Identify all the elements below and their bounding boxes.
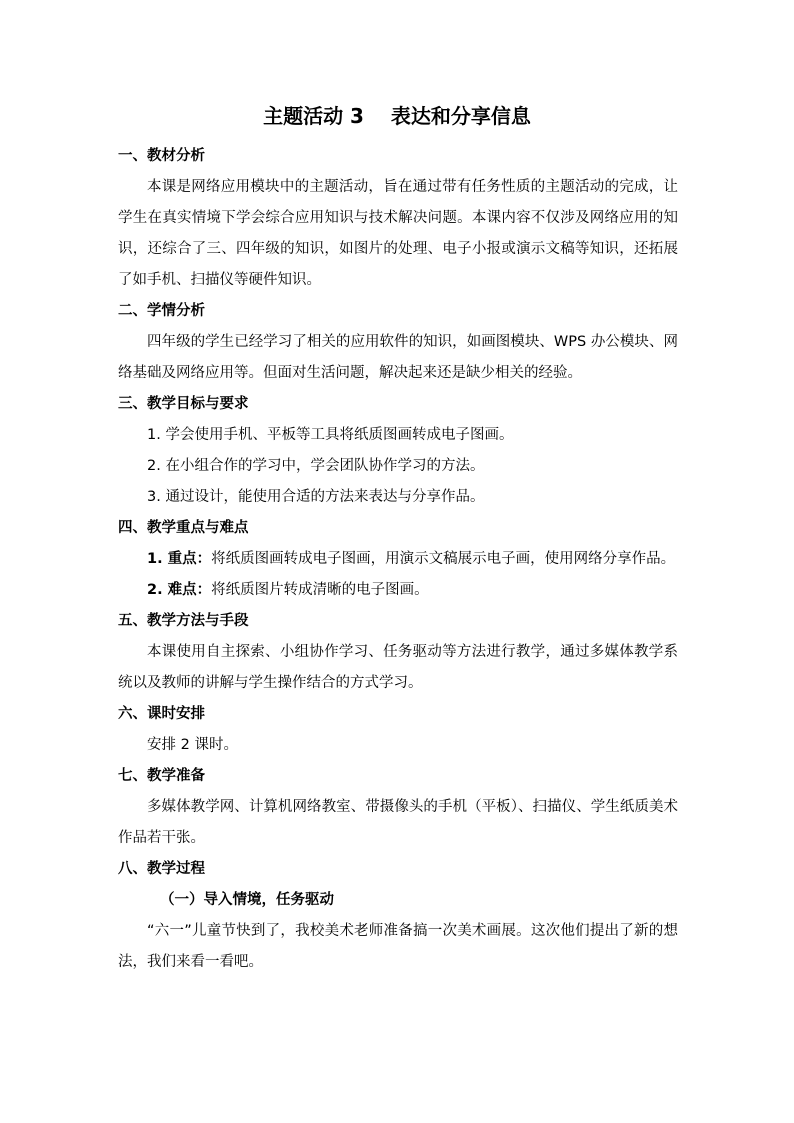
section-heading-student-analysis: 二、学情分析	[118, 303, 205, 319]
section-heading-preparation: 七、教学准备	[118, 768, 205, 784]
paragraph-methods: 本课使用自主探索、小组协作学习、任务驱动等方法进行教学，通过多媒体教学系统以及教师的讲解与学生操作结合的方式学习。	[118, 644, 678, 691]
key-point-item	[118, 544, 678, 575]
paragraph-student-analysis: 四年级的学生已经学习了相关的应用软件的知识，如画图模块、WPS 办公模块、网络基础及网络应用等。但面对生活问题，解决起来还是缺少相关的经验。	[118, 334, 678, 381]
subsection-heading-intro: （一）导入情境，任务驱动	[160, 892, 335, 908]
key-point-text: 将纸质图画转成电子图画，用演示文稿展示电子画，使用网络分享作品。	[211, 551, 676, 567]
section-heading-methods: 五、教学方法与手段	[118, 613, 249, 629]
difficulty-text: 将纸质图片转成清晰的电子图画。	[211, 582, 429, 598]
document-body	[118, 141, 678, 978]
key-point-label: 1. 重点：	[147, 551, 212, 567]
section-heading-key-points: 四、教学重点与难点	[118, 520, 249, 536]
section-heading-textbook-analysis: 一、教材分析	[118, 148, 205, 164]
section-heading-schedule: 六、课时安排	[118, 706, 205, 722]
paragraph-preparation: 多媒体教学网、计算机网络教室、带摄像头的手机（平板）、扫描仪、学生纸质美术作品若干张。	[118, 799, 678, 846]
section-heading-objectives: 三、教学目标与要求	[118, 396, 249, 412]
objective-item-3: 3. 通过设计，能使用合适的方法来表达与分享作品。	[147, 489, 485, 505]
difficulty-item	[118, 575, 678, 606]
page-title: 主题活动 3 表达和分享信息	[263, 104, 531, 128]
paragraph-textbook-analysis: 本课是网络应用模块中的主题活动，旨在通过带有任务性质的主题活动的完成，让学生在真实情境下学会综合应用知识与技术解决问题。本课内容不仅涉及网络应用的知识，还综合了三、四年级的知识，如图片的处理、电子小报或演示文稿等知识，还拓展了如手机、扫描仪等硬件知识。	[118, 179, 678, 288]
difficulty-label: 2. 难点：	[147, 582, 212, 598]
objective-item-2: 2. 在小组合作的学习中，学会团队协作学习的方法。	[147, 458, 485, 474]
objective-item-1: 1. 学会使用手机、平板等工具将纸质图画转成电子图画。	[147, 427, 514, 443]
paragraph-intro: “六一”儿童节快到了，我校美术老师准备搞一次美术画展。这次他们提出了新的想法，我们来看一看吧。	[118, 923, 678, 970]
section-heading-process: 八、教学过程	[118, 861, 205, 877]
paragraph-schedule: 安排 2 课时。	[147, 737, 238, 753]
